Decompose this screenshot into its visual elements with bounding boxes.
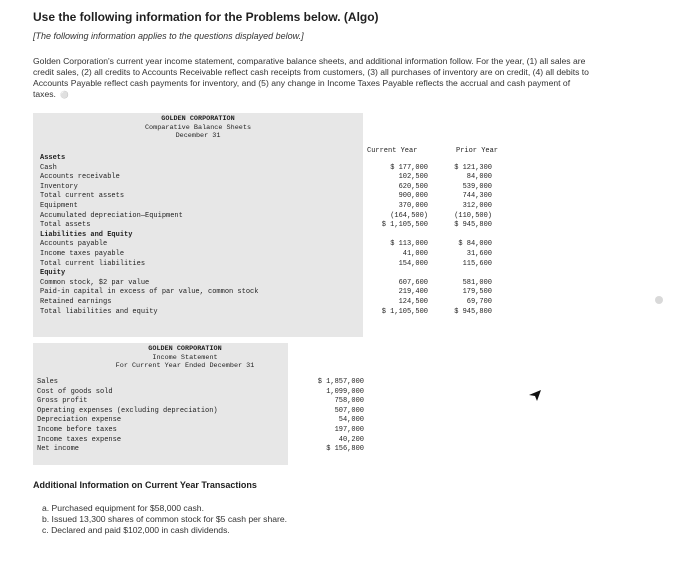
is-value: 197,000 xyxy=(334,425,364,434)
is-value: $ 156,800 xyxy=(326,445,364,454)
bs-prior-value: $ 121,300 xyxy=(454,163,492,172)
bs-row-label: Total current liabilities xyxy=(40,259,146,268)
bs-title-name: Comparative Balance Sheets xyxy=(144,123,252,132)
is-value: 507,000 xyxy=(334,406,364,415)
bs-prior-value: 179,500 xyxy=(462,288,492,297)
additional-info-header: Additional Information on Current Year Transactions xyxy=(33,480,257,490)
bs-row-label: Accumulated depreciation—Equipment xyxy=(40,211,183,220)
bs-current-value: 900,000 xyxy=(398,192,428,201)
is-title-period: For Current Year Ended December 31 xyxy=(115,362,255,370)
bs-row-label: Paid-in capital in excess of par value, common stock xyxy=(40,288,259,297)
is-row-label: Income taxes expense xyxy=(37,435,122,444)
balance-sheet-title xyxy=(33,115,363,141)
bs-prior-value: 115,600 xyxy=(462,259,492,268)
bs-current-value: $ 1,105,500 xyxy=(381,307,428,316)
is-value: 1,099,000 xyxy=(326,387,364,396)
bs-current-value: $ 113,000 xyxy=(390,240,428,249)
bs-current-value: 154,000 xyxy=(398,259,428,268)
current-year-column xyxy=(362,154,428,317)
bs-row-label: Total liabilities and equity xyxy=(40,307,158,316)
liabilities-header: Liabilities and Equity xyxy=(40,230,133,239)
bs-prior-value: 69,700 xyxy=(466,297,492,306)
bs-row-label: Total assets xyxy=(40,221,91,230)
bs-current-value: 124,500 xyxy=(398,297,428,306)
assets-header: Assets xyxy=(40,154,66,162)
bs-current-value: (164,500) xyxy=(390,211,428,220)
bs-prior-value: $ 945,800 xyxy=(454,307,492,316)
income-statement-title xyxy=(95,345,275,371)
bs-current-value: 620,500 xyxy=(398,182,428,191)
is-row-label: Operating expenses (excluding depreciation) xyxy=(37,406,218,415)
is-row-label: Gross profit xyxy=(37,397,88,406)
transaction-list xyxy=(42,503,287,536)
transaction-item: b. Issued 13,300 shares of common stock for $5 cash per share. xyxy=(42,514,288,524)
hint-icon: ⚪ xyxy=(59,92,69,99)
bs-prior-value: 312,000 xyxy=(462,201,492,210)
bs-current-value: 102,500 xyxy=(398,173,428,182)
bs-prior-value: 744,300 xyxy=(462,192,492,201)
bs-row-label: Common stock, $2 par value xyxy=(40,278,150,287)
bs-row-label: Retained earnings xyxy=(40,297,112,306)
bs-prior-value: 31,600 xyxy=(466,249,492,258)
intro-paragraph xyxy=(33,56,593,101)
income-statement-labels xyxy=(37,378,218,455)
transaction-item: a. Purchased equipment for $58,000 cash. xyxy=(42,503,204,513)
col-header-current: Current Year xyxy=(367,147,418,155)
mouse-cursor-icon xyxy=(528,388,542,402)
is-row-label: Net income xyxy=(37,445,80,454)
bs-current-value: $ 1,105,500 xyxy=(381,221,428,230)
is-value: $ 1,857,000 xyxy=(317,378,364,386)
bs-prior-value: 581,000 xyxy=(462,278,492,287)
bs-row-label: Inventory xyxy=(40,182,78,191)
bs-title-date: December 31 xyxy=(175,132,221,140)
bs-title-company: GOLDEN CORPORATION xyxy=(161,115,235,123)
transaction-item: c. Declared and paid $102,000 in cash dividends. xyxy=(42,525,230,535)
bs-row-label: Equipment xyxy=(40,201,78,210)
is-value: 54,000 xyxy=(338,416,364,425)
is-row-label: Depreciation expense xyxy=(37,416,122,425)
is-title-name: Income Statement xyxy=(152,353,218,362)
is-value: 40,200 xyxy=(338,435,364,444)
status-dot-icon xyxy=(655,296,663,304)
is-row-label: Sales xyxy=(37,378,59,386)
prior-year-column xyxy=(440,154,492,317)
income-statement-values xyxy=(300,378,364,455)
bs-current-value: 607,600 xyxy=(398,278,428,287)
bs-current-value: 370,000 xyxy=(398,201,428,210)
bs-current-value: 41,000 xyxy=(402,249,428,258)
bs-prior-value: $ 84,000 xyxy=(458,240,492,249)
is-title-company: GOLDEN CORPORATION xyxy=(148,345,222,353)
balance-sheet-labels xyxy=(40,154,258,317)
bs-row-label: Accounts payable xyxy=(40,240,108,249)
page-subheading: [The following information applies to the questions displayed below.] xyxy=(33,31,304,41)
bs-row-label: Cash xyxy=(40,163,57,172)
equity-header: Equity xyxy=(40,269,66,278)
is-value: 758,000 xyxy=(334,397,364,406)
intro-text: Golden Corporation's current year income statement, comparative balance sheets, and additional information follow. For the year, (1) all sales are credit sales, (2) all credits to Accounts Receivable reflect cash receipts from customers, (3) all purchases of inventory are on credit, (4) all debits to Accounts Payable reflect cash payments for inventory, and (5) any change in Income Taxes Payable reflects the accrual and cash payment of taxes. xyxy=(33,56,589,99)
bs-current-value: $ 177,000 xyxy=(390,163,428,172)
bs-row-label: Accounts receivable xyxy=(40,173,120,182)
bs-row-label: Income taxes payable xyxy=(40,249,125,258)
bs-prior-value: (110,500) xyxy=(454,211,492,220)
page-heading: Use the following information for the Problems below. (Algo) xyxy=(33,10,379,24)
bs-row-label: Total current assets xyxy=(40,192,125,201)
bs-current-value: 219,400 xyxy=(398,288,428,297)
bs-prior-value: 84,000 xyxy=(466,173,492,182)
is-row-label: Cost of goods sold xyxy=(37,387,113,396)
col-header-prior: Prior Year xyxy=(456,147,499,155)
bs-prior-value: $ 945,800 xyxy=(454,221,492,230)
is-row-label: Income before taxes xyxy=(37,425,117,434)
bs-prior-value: 539,000 xyxy=(462,182,492,191)
